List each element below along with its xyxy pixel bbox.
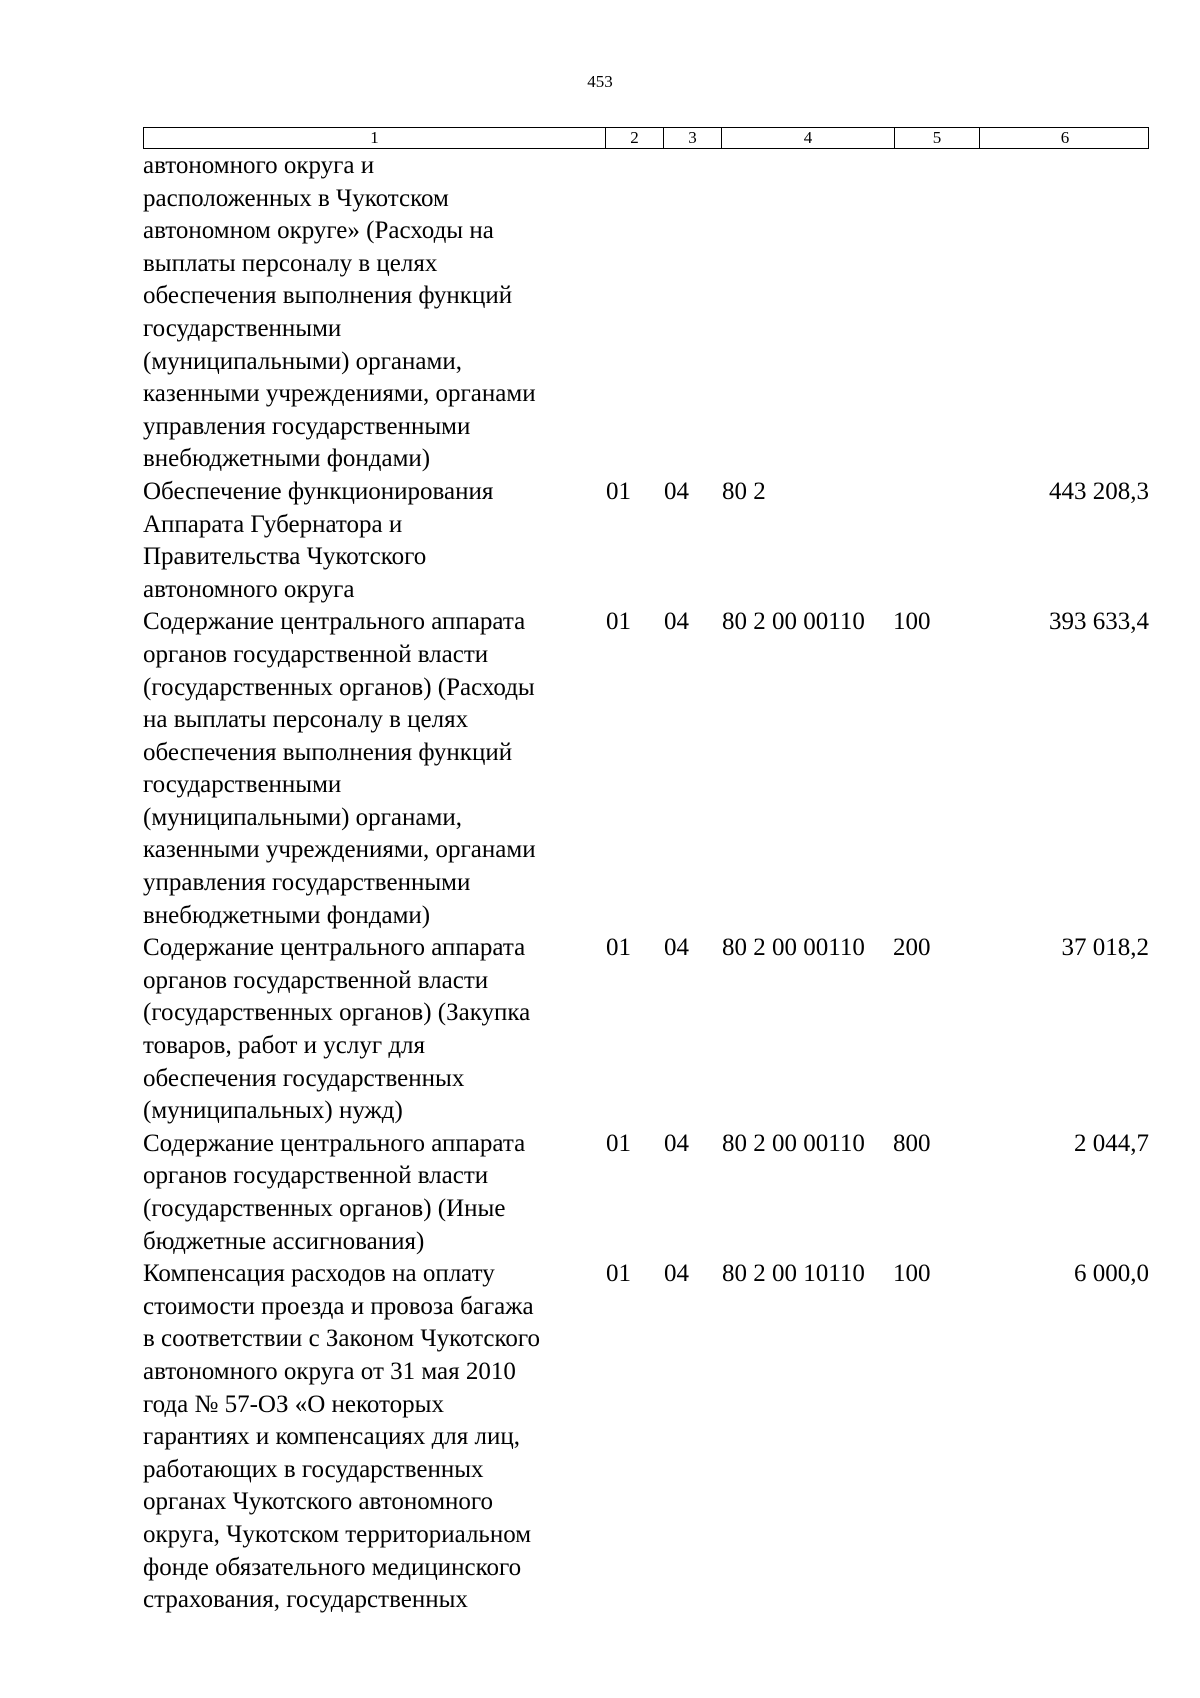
- table-body: [143, 150, 1149, 1617]
- row-section-cell: 01: [606, 477, 631, 505]
- row-sum-cell: 6 000,0: [1074, 1260, 1149, 1288]
- table-row: [143, 1258, 1149, 1617]
- table-row: [143, 606, 1149, 932]
- row-target-article-cell: [720, 150, 893, 476]
- table-row: [143, 150, 1149, 476]
- row-subsection-cell: 04: [664, 1260, 689, 1288]
- row-target-article-cell: 80 2 00 00110: [722, 1129, 865, 1157]
- row-target-article-cell: 80 2 00 00110: [722, 934, 865, 962]
- row-name-cell: Обеспечение функционирования Аппарата Губернатора и Правительства Чукотского автономного округа: [143, 477, 494, 603]
- row-name-cell: Содержание центрального аппарата органов государственной власти (государственных органов) (Расходы на выплаты персоналу в целях обеспечения выполнения функций государственными (муниципальными) органами, казенными учреждениями, органами управления государственными внебюджетными фондами): [143, 608, 536, 929]
- row-section-cell: 01: [606, 1260, 631, 1288]
- row-expense-type-cell: 200: [893, 934, 931, 962]
- row-section-cell: 01: [606, 934, 631, 962]
- row-target-article-cell: 80 2: [722, 477, 766, 505]
- row-sum-cell: 443 208,3: [1049, 477, 1149, 505]
- column-header-2: 2: [605, 128, 663, 148]
- row-name-cell: автономного округа и расположенных в Чукотском автономном округе» (Расходы на выплаты персоналу в целях обеспечения выполнения функций государственными (муниципальными) органами, казенными учреждениями, органами управления государственными внебюджетными фондами): [143, 152, 536, 473]
- table-row: [143, 476, 1149, 606]
- row-subsection-cell: 04: [664, 934, 689, 962]
- row-subsection-cell: [662, 150, 720, 476]
- row-sum-cell: 393 633,4: [1049, 608, 1149, 636]
- row-expense-type-cell: 100: [893, 1260, 931, 1288]
- row-subsection-cell: 04: [664, 608, 689, 636]
- row-sum-cell: 37 018,2: [1061, 934, 1149, 962]
- row-section-cell: [604, 150, 662, 476]
- row-expense-type-cell: [893, 150, 978, 476]
- column-header-5: 5: [894, 128, 979, 148]
- row-subsection-cell: 04: [664, 1129, 689, 1157]
- page-number: 453: [587, 72, 613, 91]
- column-header-6: 6: [979, 128, 1150, 148]
- row-sum-cell: 2 044,7: [1074, 1129, 1149, 1157]
- row-name-cell: Содержание центрального аппарата органов государственной власти (государственных органов) (Иные бюджетные ассигнования): [143, 1129, 526, 1255]
- row-subsection-cell: 04: [664, 477, 689, 505]
- row-expense-type-cell: 100: [893, 608, 931, 636]
- row-name-cell: Содержание центрального аппарата органов государственной власти (государственных органов) (Закупка товаров, работ и услуг для обеспечения государственных (муниципальных) нужд): [143, 934, 531, 1125]
- table-row: [143, 932, 1149, 1128]
- column-header-3: 3: [663, 128, 721, 148]
- row-name-cell: Компенсация расходов на оплату стоимости проезда и провоза багажа в соответствии с Законом Чукотского автономного округа от 31 мая 2010 года № 57-ОЗ «О некоторых гарантиях и компенсациях для лиц, работающих в государственных органах Чукотского автономного округа, Чукотском территориальном фонде обязательного медицинского страхования, государственных: [143, 1260, 541, 1614]
- row-section-cell: 01: [606, 608, 631, 636]
- table-header-row: [143, 127, 1149, 149]
- row-expense-type-cell: [893, 476, 978, 606]
- row-expense-type-cell: 800: [893, 1129, 931, 1157]
- row-target-article-cell: 80 2 00 10110: [722, 1260, 865, 1288]
- table-row: [143, 1128, 1149, 1258]
- row-sum-cell: [978, 150, 1149, 476]
- row-section-cell: 01: [606, 1129, 631, 1157]
- row-target-article-cell: 80 2 00 00110: [722, 608, 865, 636]
- column-header-4: 4: [721, 128, 894, 148]
- column-header-1: 1: [370, 128, 379, 147]
